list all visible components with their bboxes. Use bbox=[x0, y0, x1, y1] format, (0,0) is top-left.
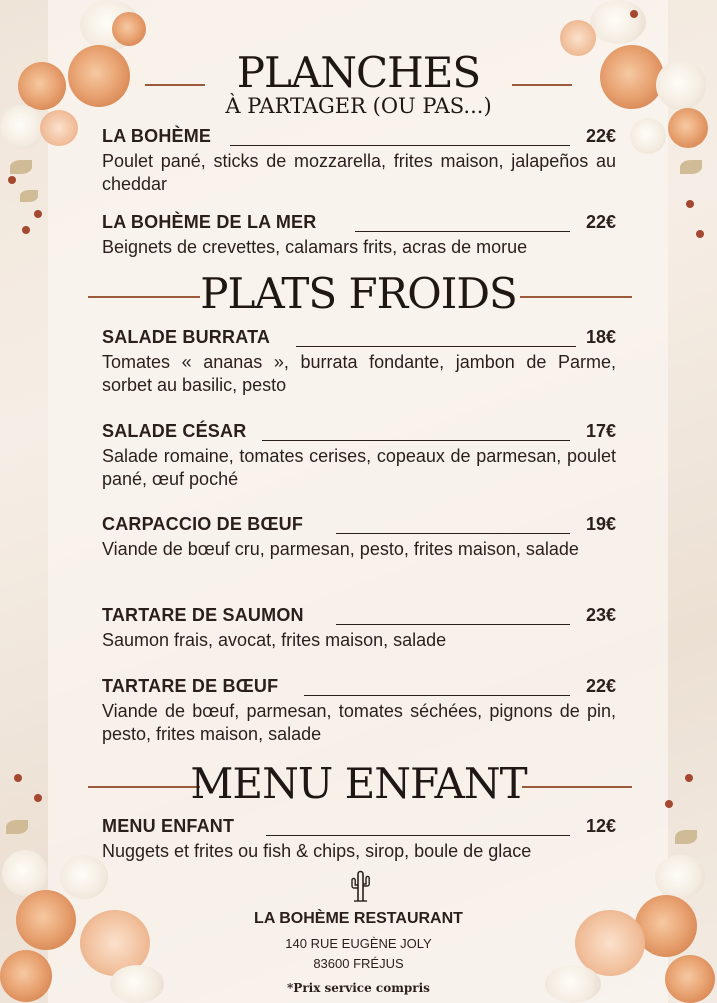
item-leader-line bbox=[336, 624, 570, 625]
item-price: 17€ bbox=[585, 421, 616, 441]
item-name: CARPACCIO DE BŒUF bbox=[102, 514, 304, 534]
cactus-icon bbox=[346, 868, 374, 902]
plats-froids-title: PLATS FROIDS bbox=[200, 269, 517, 318]
item-description: Viande de bœuf cru, parmesan, pesto, frites maison, salade bbox=[102, 539, 579, 559]
item-leader-line bbox=[266, 835, 570, 836]
item-leader-line bbox=[262, 440, 570, 441]
item-price: 12€ bbox=[585, 816, 616, 836]
item-description: Saumon frais, avocat, frites maison, salade bbox=[102, 630, 447, 650]
item-price: 22€ bbox=[585, 212, 616, 232]
address-line-2: 83600 FRÉJUS bbox=[313, 956, 404, 971]
item-name: LA BOHÈME bbox=[102, 126, 212, 146]
item-description: Beignets de crevettes, calamars frits, acras de morue bbox=[102, 237, 528, 257]
item-description: Salade romaine, tomates cerises, copeaux de parmesan, poulet pané, œuf poché bbox=[102, 446, 616, 489]
item-leader-line bbox=[296, 346, 576, 347]
item-price: 18€ bbox=[585, 327, 616, 347]
item-description: Poulet pané, sticks de mozzarella, frites maison, jalapeños au cheddar bbox=[102, 151, 616, 194]
floral-decoration-top-right bbox=[560, 0, 717, 250]
item-name: SALADE CÉSAR bbox=[102, 421, 247, 441]
address-line-1: 140 RUE EUGÈNE JOLY bbox=[285, 936, 432, 951]
planches-title: PLANCHES bbox=[236, 48, 481, 97]
item-name: TARTARE DE SAUMON bbox=[102, 605, 304, 625]
item-leader-line bbox=[355, 231, 570, 232]
restaurant-name: LA BOHÈME RESTAURANT bbox=[254, 910, 463, 927]
item-price: 19€ bbox=[585, 514, 616, 534]
item-leader-line bbox=[230, 145, 570, 146]
item-price: 22€ bbox=[585, 126, 616, 146]
item-name: MENU ENFANT bbox=[102, 816, 235, 836]
planches-subtitle: À PARTAGER (OU PAS...) bbox=[225, 94, 492, 118]
item-description: Nuggets et frites ou fish & chips, sirop, boule de glace bbox=[102, 841, 532, 861]
item-price: 22€ bbox=[585, 676, 616, 696]
item-name: TARTARE DE BŒUF bbox=[102, 676, 279, 696]
item-leader-line bbox=[336, 533, 570, 534]
item-description: Tomates « ananas », burrata fondante, jambon de Parme, sorbet au basilic, pesto bbox=[102, 352, 616, 395]
item-description: Viande de bœuf, parmesan, tomates séchées, pignons de pin, pesto, frites maison, salade bbox=[102, 701, 616, 744]
item-leader-line bbox=[304, 695, 570, 696]
service-note: *Prix service compris bbox=[287, 981, 430, 995]
item-name: LA BOHÈME DE LA MER bbox=[102, 212, 317, 232]
menu-enfant-title: MENU ENFANT bbox=[190, 759, 527, 808]
item-price: 23€ bbox=[585, 605, 616, 625]
item-name: SALADE BURRATA bbox=[102, 327, 271, 347]
